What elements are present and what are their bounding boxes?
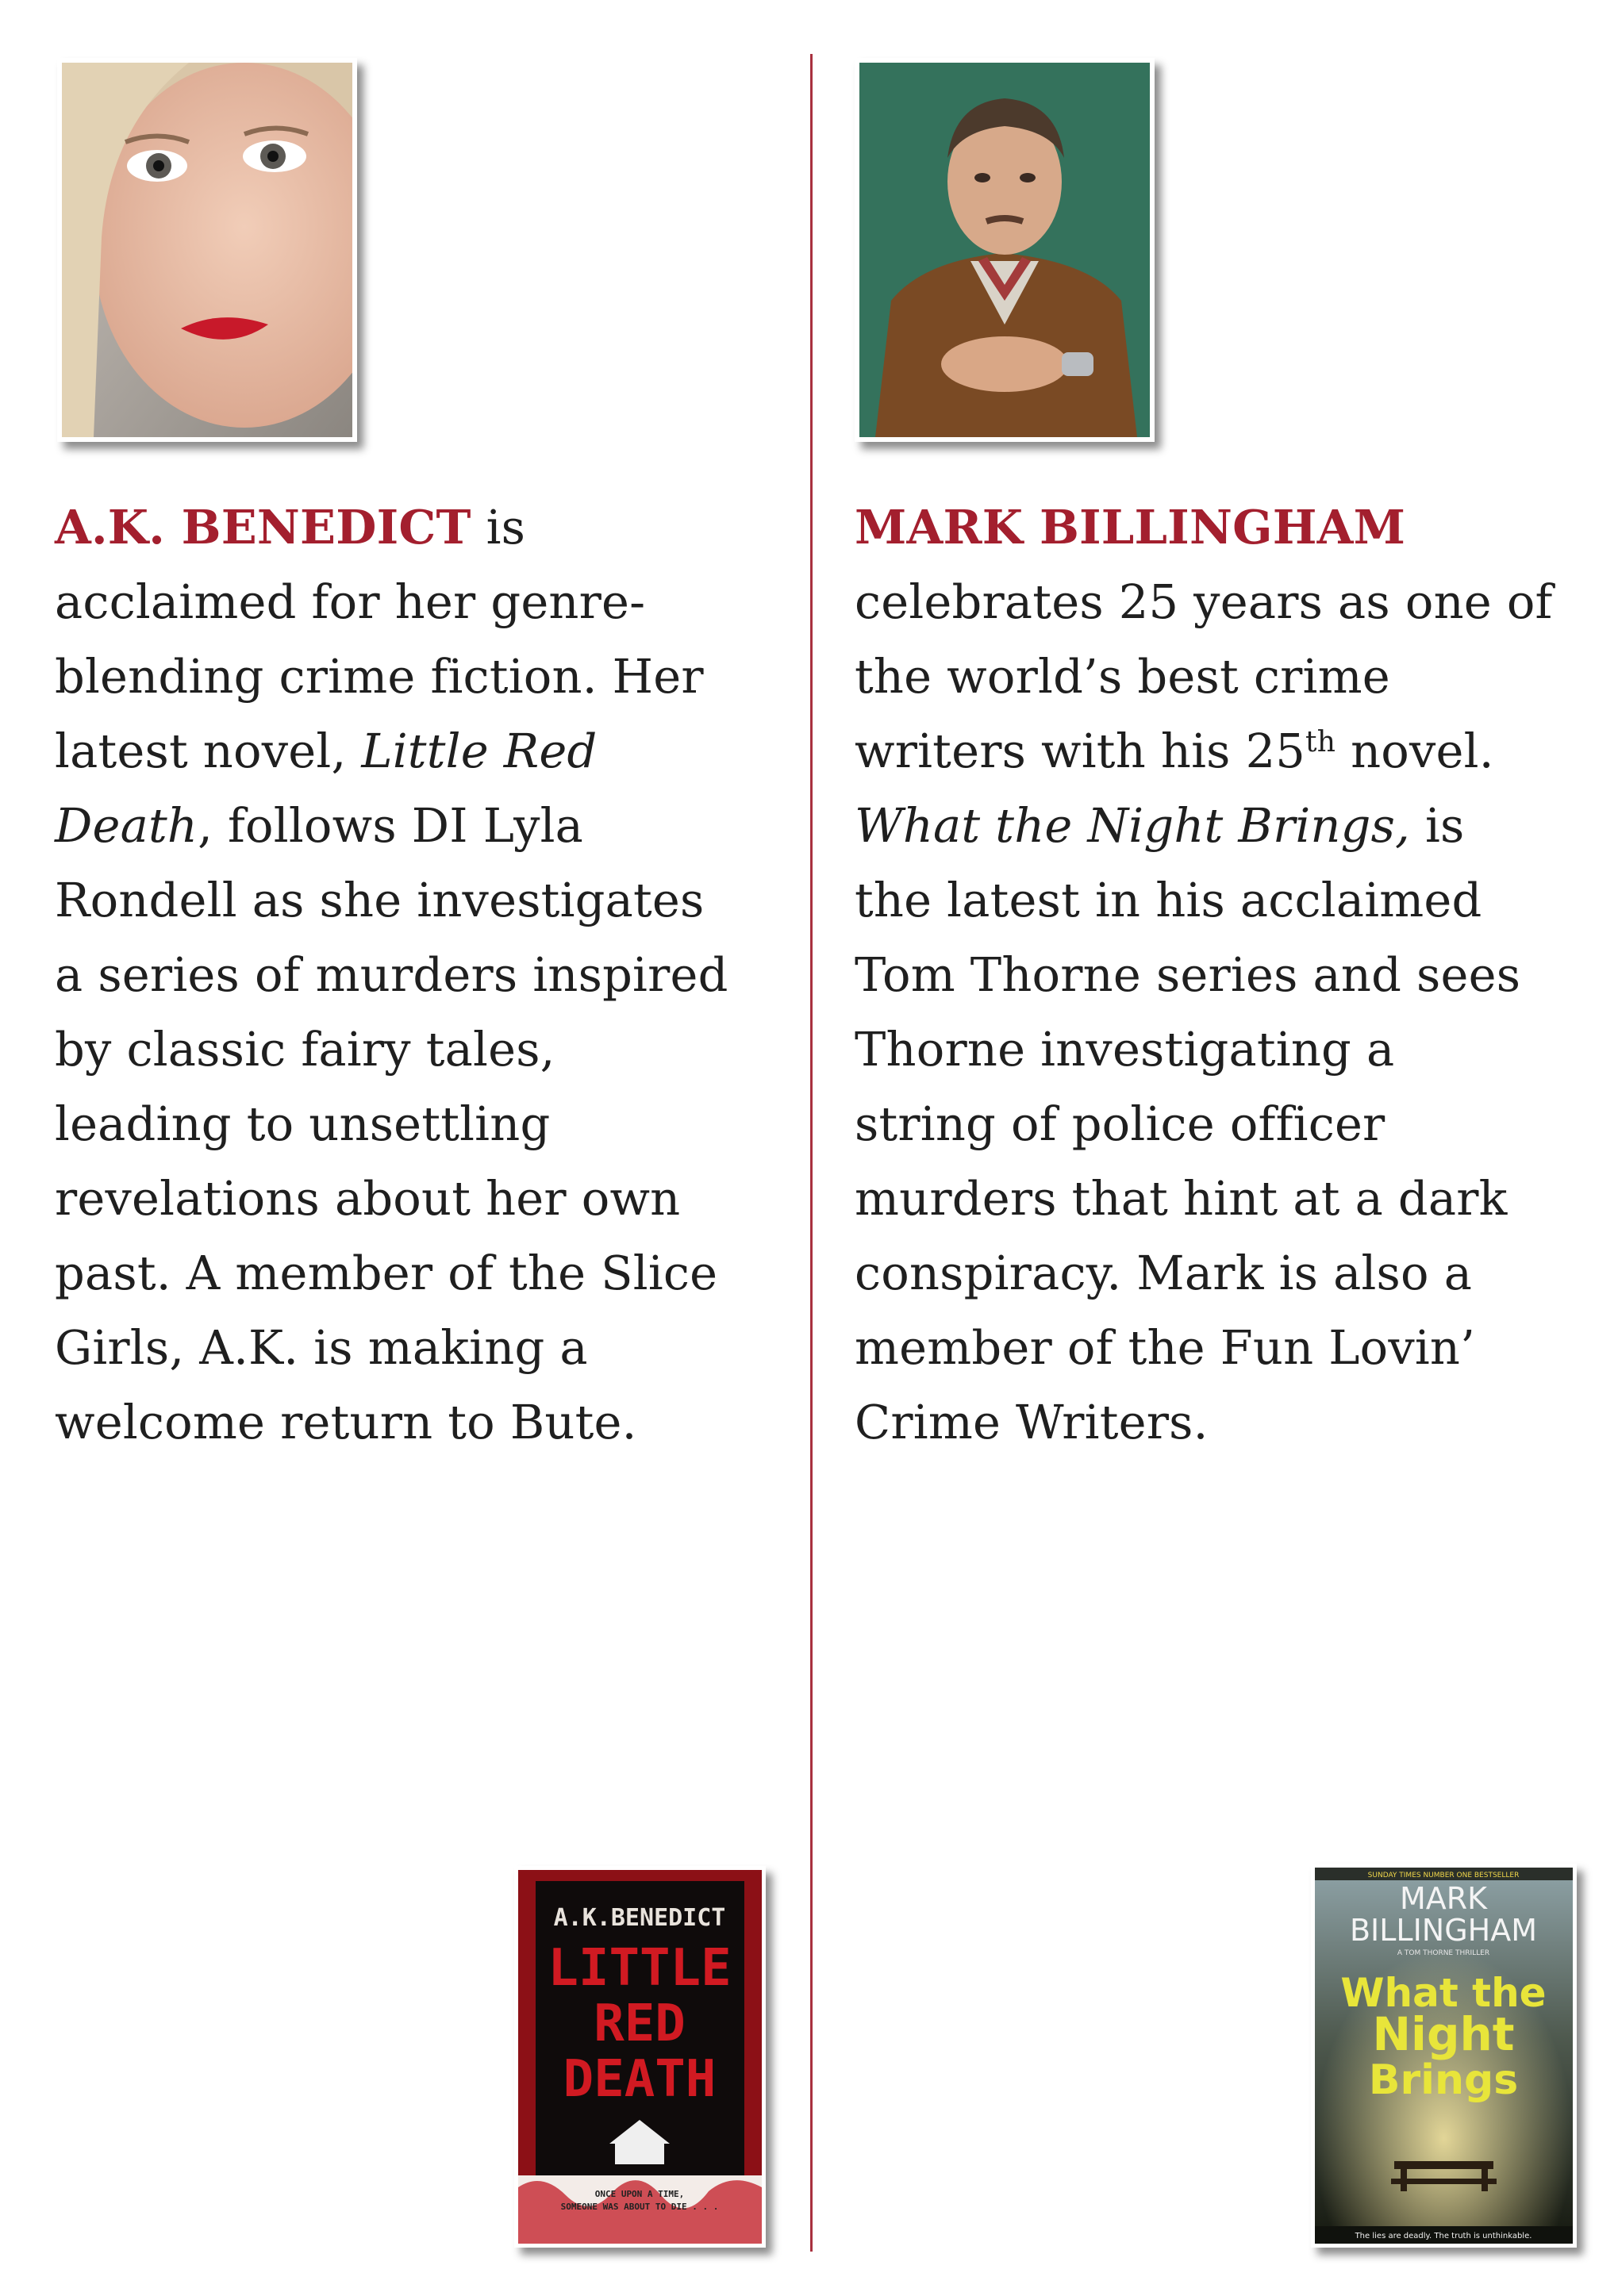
book-title-text: Little Red — [361, 724, 598, 778]
bio-line — [55, 639, 785, 714]
bio-line — [855, 938, 1601, 1012]
bio-line — [855, 1012, 1601, 1087]
bio-line — [855, 639, 1601, 714]
author-name: A.K. BENEDICT — [55, 500, 471, 555]
bio-line — [855, 1385, 1601, 1460]
bio-line — [855, 1311, 1601, 1385]
cover-tagline-1: ONCE UPON A TIME, — [594, 2189, 685, 2199]
author-photo-benedict — [57, 58, 357, 442]
cover-footer: The lies are deadly. The truth is unthinkable. — [1355, 2232, 1532, 2240]
bio-text: Crime Writers. — [855, 1395, 1209, 1449]
bio-text: Rondell as she investigates — [55, 873, 705, 927]
bio-line — [55, 1012, 785, 1087]
bio-text: writers with his 25 — [855, 724, 1306, 778]
what-the-night-brings-cover-art — [1315, 1868, 1573, 2244]
bio-line — [55, 565, 785, 639]
cover-author-line-1: MARK — [1399, 1881, 1488, 1916]
bio-line — [55, 1385, 785, 1460]
book-cover-what-the-night-brings — [1311, 1864, 1577, 2248]
bio-line — [855, 863, 1601, 938]
book-cover-little-red-death — [514, 1866, 766, 2248]
bio-text: string of police officer — [855, 1096, 1385, 1151]
cover-series: A TOM THORNE THRILLER — [1397, 1949, 1490, 1957]
bio-line — [55, 1161, 785, 1236]
bio-text: revelations about her own — [55, 1171, 681, 1226]
bio-line — [855, 1236, 1601, 1311]
author-name: MARK BILLINGHAM — [855, 500, 1406, 555]
bio-billingham — [855, 490, 1601, 1460]
bio-line — [855, 565, 1601, 639]
bio-line — [55, 1311, 785, 1385]
bio-text: blending crime fiction. Her — [55, 649, 704, 704]
bio-text: latest novel, — [55, 724, 362, 778]
bio-text: is — [471, 500, 526, 555]
bio-line — [855, 714, 1601, 789]
cover-tagline-2: SOMEONE WAS ABOUT TO DIE . . . — [560, 2202, 719, 2212]
bio-text: member of the Fun Lovin’ — [855, 1320, 1476, 1375]
bio-line — [55, 714, 785, 789]
bio-text: novel. — [1336, 724, 1494, 778]
bio-text: leading to unsettling — [55, 1096, 551, 1151]
author-portrait-woman-icon — [62, 63, 352, 437]
cover-title-line-1: What the — [1340, 1970, 1547, 2016]
author-photo-billingham — [855, 58, 1155, 442]
bio-line — [855, 1161, 1601, 1236]
bio-text: by classic fairy tales, — [55, 1022, 555, 1077]
bio-text: celebrates 25 years as one of — [855, 574, 1553, 629]
bio-line — [55, 1236, 785, 1311]
bio-line — [55, 1087, 785, 1161]
bio-line — [855, 490, 1601, 565]
cover-title-line-1: LITTLE — [548, 1939, 732, 1998]
bio-line — [55, 789, 785, 863]
bio-text: th — [1305, 726, 1336, 758]
bio-text: a series of murders inspired — [55, 947, 728, 1002]
bio-text: welcome return to Bute. — [55, 1395, 637, 1449]
bio-line — [55, 863, 785, 938]
bio-line — [55, 490, 785, 565]
bio-text: murders that hint at a dark — [855, 1171, 1508, 1226]
bio-text: the latest in his acclaimed — [855, 873, 1482, 927]
bio-text: past. A member of the Slice — [55, 1246, 718, 1300]
bio-line — [855, 789, 1601, 863]
cover-banner: SUNDAY TIMES NUMBER ONE BESTSELLER — [1367, 1872, 1520, 1879]
bio-text: Tom Thorne series and sees — [855, 947, 1521, 1002]
cover-title-line-3: DEATH — [563, 2050, 717, 2109]
cover-title-line-2: RED — [594, 1995, 686, 2053]
cover-title-line-2: Night — [1372, 2007, 1515, 2061]
bio-text: the world’s best crime — [855, 649, 1390, 704]
bio-text: acclaimed for her genre- — [55, 574, 646, 629]
cover-author-line-2: BILLINGHAM — [1349, 1913, 1538, 1948]
bio-text: is — [1410, 798, 1465, 853]
bio-line — [55, 938, 785, 1012]
author-portrait-man-icon — [859, 63, 1150, 437]
bio-text: , follows DI Lyla — [198, 798, 584, 853]
little-red-death-cover-art — [518, 1870, 762, 2244]
column-divider — [810, 54, 813, 2252]
book-title-text: Death — [55, 798, 198, 853]
cover-author: A.K.BENEDICT — [553, 1904, 726, 1932]
bio-text: Thorne investigating a — [855, 1022, 1395, 1077]
bio-line — [855, 1087, 1601, 1161]
bio-benedict — [55, 490, 785, 1460]
bio-text: Girls, A.K. is making a — [55, 1320, 588, 1375]
book-title-text: What the Night Brings, — [855, 798, 1411, 853]
cover-title-line-3: Brings — [1368, 2056, 1519, 2104]
bio-text: conspiracy. Mark is also a — [855, 1246, 1473, 1300]
